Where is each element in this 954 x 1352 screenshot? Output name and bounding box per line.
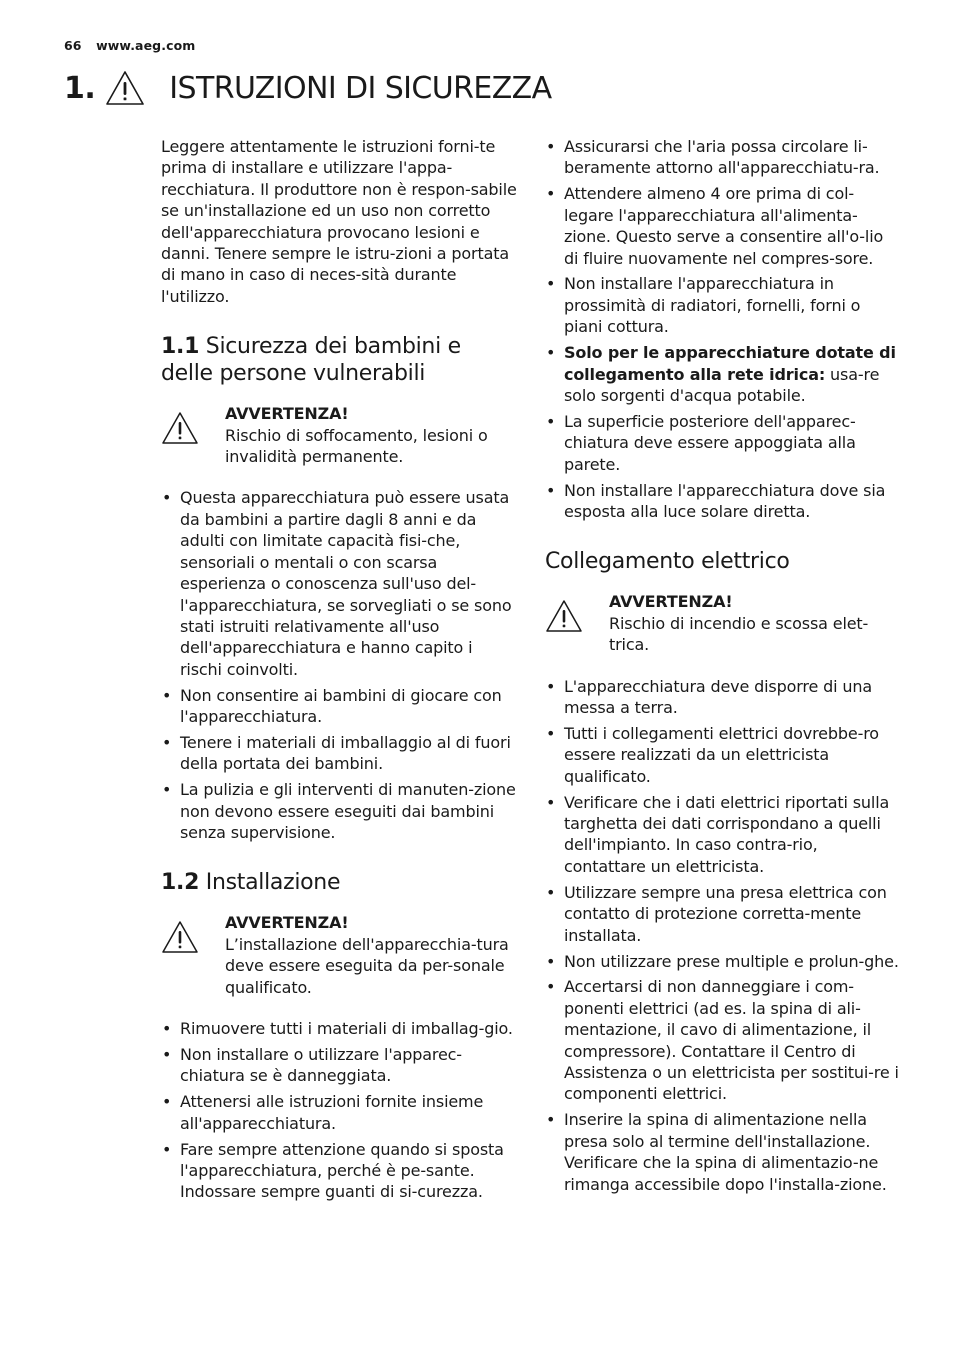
section-heading-install [161,869,517,896]
bullet-list-install [161,1018,517,1203]
list-item: • Assicurarsi che l'aria possa circolare li-beramente attorno all'apparecchiatu-ra. [545,136,901,179]
list-item: • Inserire la spina di alimentazione nella presa solo al termine dell'installazione. Verificare che la spina di alimentazio-ne rimanga accessibile dopo l'installa-zione. [545,1109,901,1195]
list-item: • Attendere almeno 4 ore prima di col-legare l'apparecchiatura all'alimenta-zione. Questo serve a consentire all'o-lio di fluire nuovamente nel compres-sore. [545,183,901,269]
warning-text [225,912,517,998]
chapter-number: 1. [64,70,96,106]
list-item: • Utilizzare sempre una presa elettrica con contatto di protezione corretta-mente installata. [545,882,901,946]
list-item: • L'apparecchiatura deve disporre di una messa a terra. [545,676,901,719]
warning-box [161,912,517,998]
list-item: • La superficie posteriore dell'apparec-chiatura deve essere appoggiata alla parete. [545,411,901,475]
item-text: usa-re solo sorgenti d'acqua potabile. [564,364,880,405]
bullet-list-install-continued [545,136,901,522]
list-item: • Attenersi alle istruzioni fornite insieme all'apparecchiatura. [161,1091,517,1134]
section-number: 1.2 [161,870,200,896]
list-item: • Rimuovere tutti i materiali di imballag-gio. [161,1018,517,1039]
section-heading-electric [545,548,901,575]
list-item: • Verificare che i dati elettrici riportati sulla targhetta dei dati corrispondano a quelli dell'impianto. In caso contra-rio, contattare un elettricista. [545,792,901,878]
chapter-title: ISTRUZIONI DI SICUREZZA [169,70,552,106]
bullet-list-children [161,487,517,843]
section-number: 1.1 [161,334,200,360]
list-item: • Non consentire ai bambini di giocare con l'apparecchiatura. [161,685,517,728]
website-url: www.aeg.com [96,38,196,53]
intro-paragraph: Leggere attentamente le istruzioni forni-te prima di installare e utilizzare l'appa-recchiatura. Il produttore non è respon-sabile se un'installazione ed un uso non corretto dell'apparecchiatura provocano lesioni e danni. Tenere sempre le istru-zioni a portata di mano in caso di neces-sità durante l'utilizzo. [161,137,517,306]
list-item: • Fare sempre attenzione quando si sposta l'apparecchiatura, perché è pe-sante. Indossare sempre guanti di si-curezza. [161,1139,517,1203]
list-item-water [545,342,901,406]
list-item: • Tenere i materiali di imballaggio al di fuori della portata dei bambini. [161,732,517,775]
warning-triangle-icon [161,411,199,445]
section-heading-children [161,333,517,387]
warning-title: AVVERTENZA! [225,913,349,933]
list-item: • Non installare l'apparecchiatura dove sia esposta alla luce solare diretta. [545,480,901,523]
page-header [64,38,195,53]
page-title [64,68,552,108]
list-item: • Tutti i collegamenti elettrici dovrebbe-ro essere realizzati da un elettricista qualificato. [545,723,901,787]
list-item: • Accertarsi di non danneggiare i com-ponenti elettrici (ad es. la spina di ali-mentazione, il cavo di alimentazione, il compressore). Contattare il Centro di Assistenza o un elettricista per sostitui-re i componenti elettrici. [545,976,901,1104]
warning-triangle-icon [105,70,145,106]
section-title: Collegamento elettrico [545,549,790,575]
bullet-list-electric [545,676,901,1195]
warning-body: Rischio di incendio e scossa elet-trica. [609,613,869,655]
warning-triangle-icon [161,920,199,954]
list-item: • Non utilizzare prese multiple e prolun-ghe. [545,951,901,972]
warning-body: Rischio di soffocamento, lesioni o invalidità permanente. [225,425,488,467]
bold-lead: Solo per le apparecchiature dotate di collegamento alla rete idrica: [564,343,896,384]
warning-text [609,591,901,655]
list-item: • Non installare l'apparecchiatura in prossimità di radiatori, fornelli, forni o piani cottura. [545,273,901,337]
left-column [161,136,517,1207]
warning-triangle-icon [545,599,583,633]
page-number: 66 [64,38,82,53]
section-title: Installazione [205,870,341,896]
warning-box [545,591,901,655]
warning-text [225,403,517,467]
warning-title: AVVERTENZA! [609,592,733,612]
warning-title: AVVERTENZA! [225,404,349,424]
right-column [545,136,901,1199]
list-item: • Questa apparecchiatura può essere usata da bambini a partire dagli 8 anni e da adulti con limitate capacità fisi-che, sensoriali o mentali o con scarsa esperienza o conoscenza sull'uso del-l'apparecchiatura, se sorvegliati o se sono stati istruiti relativamente all'uso dell'apparecchiatura e hanno capito i rischi coinvolti. [161,487,517,680]
warning-body: L’installazione dell'apparecchia-tura deve essere eseguita da per-sonale qualificato. [225,934,509,997]
section-title: Sicurezza dei bambini e delle persone vulnerabili [161,334,461,387]
warning-box [161,403,517,467]
list-item: • La pulizia e gli interventi di manuten-zione non devono essere eseguiti dai bambini senza supervisione. [161,779,517,843]
list-item: • Non installare o utilizzare l'apparec-chiatura se è danneggiata. [161,1044,517,1087]
